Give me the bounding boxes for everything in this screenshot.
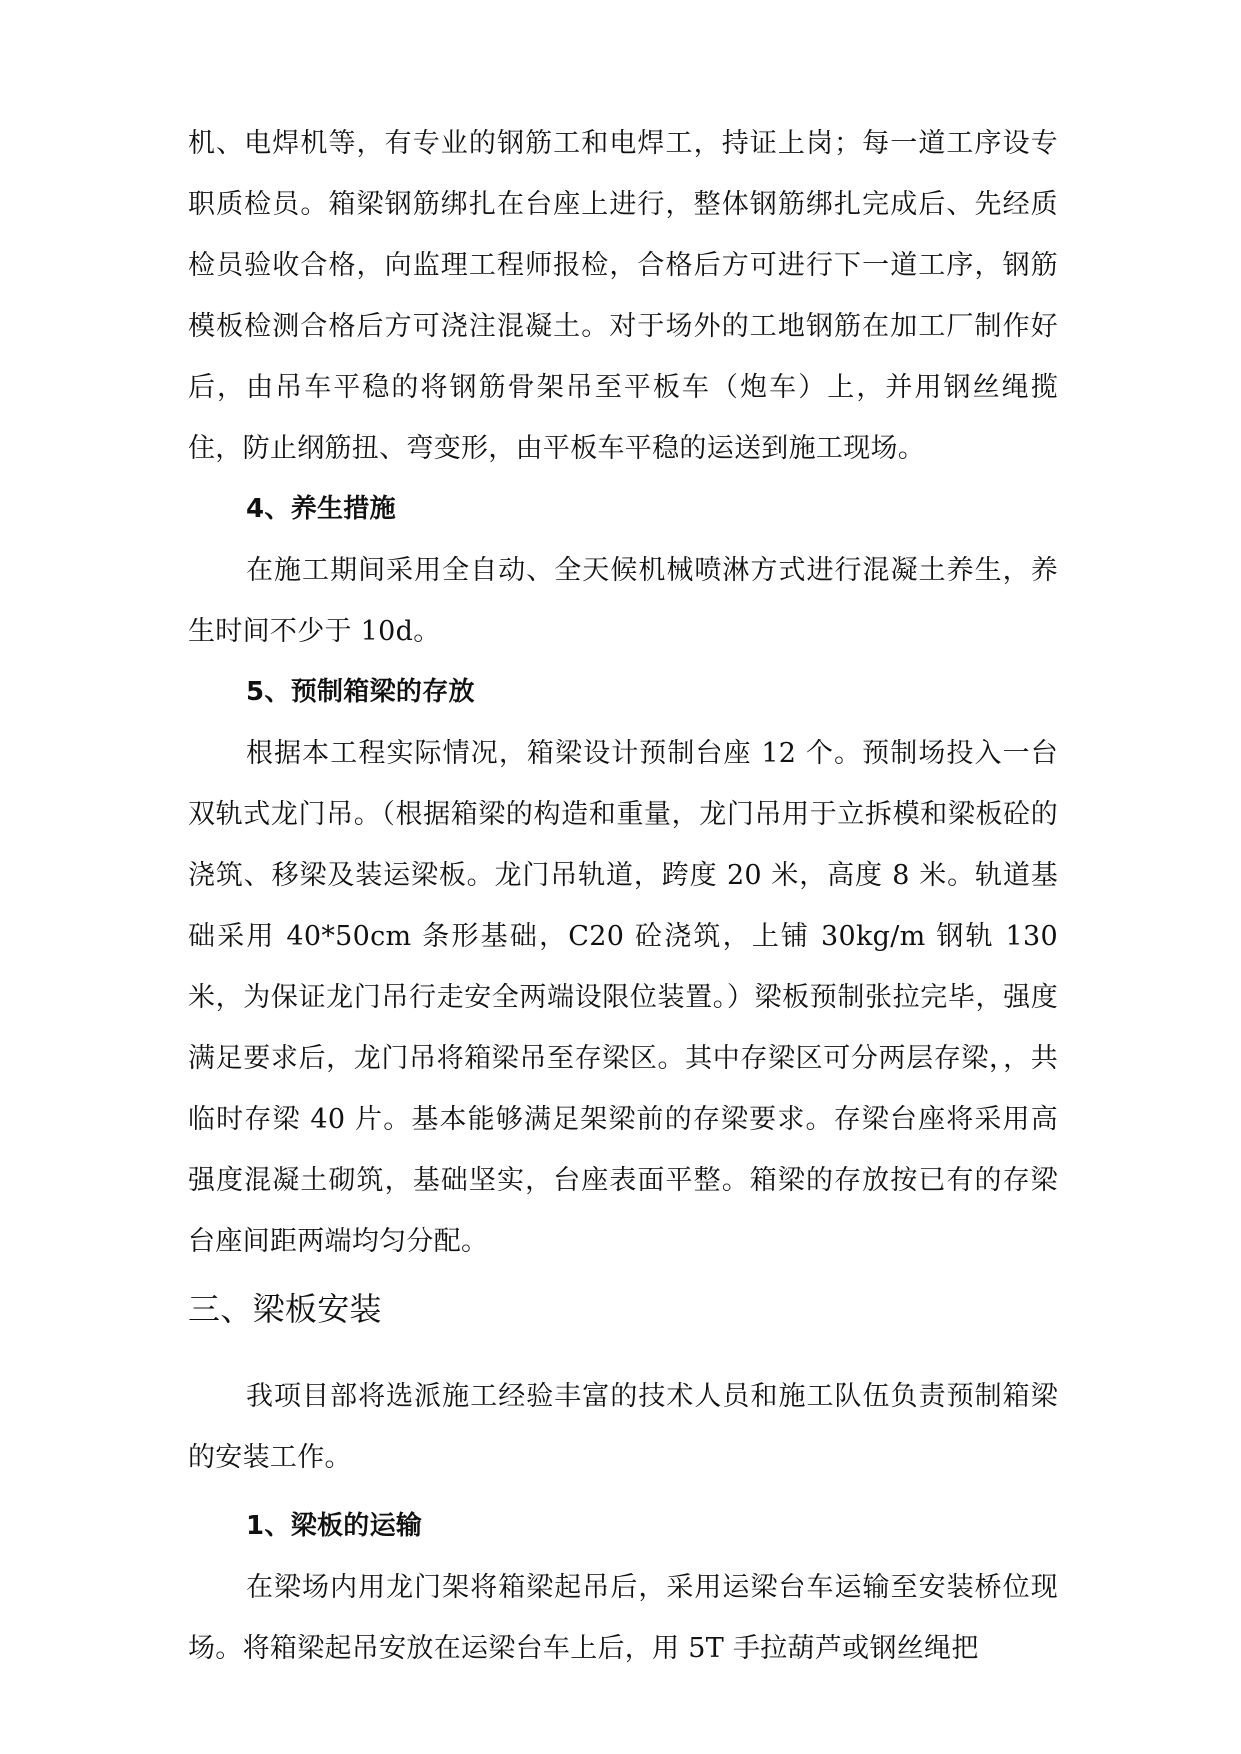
document-body — [188, 113, 1058, 1679]
paragraph-installation-intro: 我项目部将选派施工经验丰富的技术人员和施工队伍负责预制箱梁的安装工作。 — [188, 1381, 1058, 1473]
section-title-beam-installation: 三、梁板安装 — [188, 1290, 382, 1328]
heading-curing-measures: 4、养生措施 — [246, 494, 396, 524]
paragraph-curing: 在施工期间采用全自动、全天候机械喷淋方式进行混凝土养生，养生时间不少于 10d。 — [188, 555, 1058, 647]
paragraph-storage: 根据本工程实际情况，箱梁设计预制台座 12 个。预制场投入一台双轨式龙门吊。（根据箱梁的构造和重量，龙门吊用于立拆模和梁板砼的浇筑、移梁及装运梁板。龙门吊轨道，跨度 20 米，高度 8 米。轨道基础采用 40*50cm 条形基础，C20 砼浇筑，上铺 30kg/m 钢轨 130 米，为保证龙门吊行走安全两端设限位装置。）梁板预制张拉完毕，强度满足要求后，龙门吊将箱梁吊至存梁区。其中存梁区可分两层存梁，，共临时存梁 40 片。基本能够满足架梁前的存梁要求。存梁台座将采用高强度混凝土砌筑，基础坚实，台座表面平整。箱梁的存放按已有的存梁台座间距两端均匀分配。 — [188, 738, 1058, 1257]
paragraph-rebar-continuation: 机、电焊机等，有专业的钢筋工和电焊工，持证上岗；每一道工序设专职质检员。箱梁钢筋绑扎在台座上进行，整体钢筋绑扎完成后、先经质检员验收合格，向监理工程师报检，合格后方可进行下一道工序，钢筋模板检测合格后方可浇注混凝土。对于场外的工地钢筋在加工厂制作好后，由吊车平稳的将钢筋骨架吊至平板车（炮车）上，并用钢丝绳揽住，防止纲筋扭、弯变形，由平板车平稳的运送到施工现场。 — [188, 128, 1058, 464]
heading-box-girder-storage: 5、预制箱梁的存放 — [246, 677, 475, 707]
paragraph-transport: 在梁场内用龙门架将箱梁起吊后，采用运梁台车运输至安装桥位现场。将箱梁起吊安放在运梁台车上后，用 5T 手拉葫芦或钢丝绳把 — [188, 1572, 1058, 1664]
heading-beam-transport: 1、梁板的运输 — [246, 1511, 423, 1541]
